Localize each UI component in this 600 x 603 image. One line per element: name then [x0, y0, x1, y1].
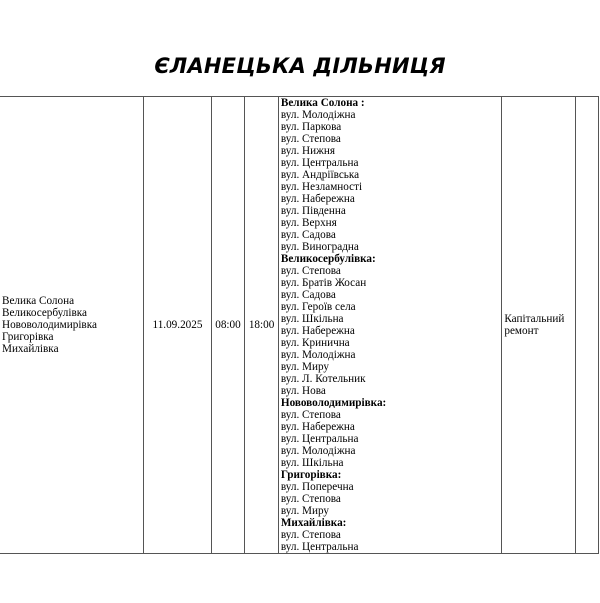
- street-item: вул. Шкільна: [280, 457, 344, 469]
- street-item: вул. Набережна: [280, 193, 355, 205]
- settlement-group-heading: Григорівка:: [280, 469, 342, 481]
- settlements-cell: [0, 97, 144, 554]
- end-time-cell: 18:00: [245, 97, 279, 554]
- streets-cell: [278, 97, 501, 554]
- street-item: вул. Степова: [280, 409, 341, 421]
- settlement-name: Михайлівка: [2, 343, 59, 355]
- street-item: вул. Молодіжна: [280, 349, 356, 361]
- street-item: вул. Нижня: [280, 145, 335, 157]
- empty-cell: [576, 97, 599, 554]
- street-item: вул. Незламності: [280, 181, 363, 193]
- settlement-name: Великосербулівка: [2, 307, 87, 319]
- settlement-group-heading: Великосербулівка:: [280, 253, 376, 265]
- settlement-group-heading: Михайлівка:: [280, 517, 347, 529]
- street-item: вул. Південна: [280, 205, 346, 217]
- street-item: вул. Братів Жосан: [280, 277, 367, 289]
- street-item: вул. Степова: [280, 265, 341, 277]
- outage-schedule-table: [0, 96, 599, 554]
- reason-line: Капітальний: [504, 313, 565, 325]
- reason-cell: [502, 97, 576, 554]
- table-row: [0, 97, 599, 554]
- street-item: вул. Молодіжна: [280, 445, 356, 457]
- reason-line: ремонт: [504, 325, 539, 337]
- street-item: вул. Садова: [280, 229, 336, 241]
- street-item: вул. Верхня: [280, 217, 337, 229]
- street-item: вул. Героїв села: [280, 301, 356, 313]
- settlement-name: Нововолодимирівка: [2, 319, 97, 331]
- street-item: вул. Набережна: [280, 421, 355, 433]
- street-item: вул. Степова: [280, 133, 341, 145]
- section-title: ЄЛАНЕЦЬКА ДІЛЬНИЦЯ: [154, 54, 446, 78]
- street-item: вул. Андріївська: [280, 169, 360, 181]
- street-item: вул. Набережна: [280, 325, 355, 337]
- street-item: вул. Кринична: [280, 337, 350, 349]
- street-item: вул. Центральна: [280, 541, 359, 553]
- streets-list: [281, 97, 499, 553]
- street-item: вул. Виноградна: [280, 241, 359, 253]
- street-item: вул. Садова: [280, 289, 336, 301]
- street-item: вул. Степова: [280, 529, 341, 541]
- settlement-group-heading: Нововолодимирівка:: [280, 397, 387, 409]
- settlement-group-heading: Велика Солона :: [280, 97, 365, 109]
- street-item: вул. Шкільна: [280, 313, 344, 325]
- street-item: вул. Центральна: [280, 157, 359, 169]
- date-cell: 11.09.2025: [144, 97, 211, 554]
- settlement-name: Велика Солона: [2, 295, 75, 307]
- settlement-name: Григорівка: [2, 331, 54, 343]
- street-item: вул. Молодіжна: [280, 109, 356, 121]
- street-item: вул. Л. Котельник: [280, 373, 366, 385]
- street-item: вул. Центральна: [280, 433, 359, 445]
- start-time-cell: 08:00: [211, 97, 245, 554]
- street-item: вул. Нова: [280, 385, 326, 397]
- street-item: вул. Поперечна: [280, 481, 354, 493]
- street-item: вул. Миру: [280, 505, 330, 517]
- street-item: вул. Миру: [280, 361, 330, 373]
- street-item: вул. Степова: [280, 493, 341, 505]
- street-item: вул. Паркова: [280, 121, 342, 133]
